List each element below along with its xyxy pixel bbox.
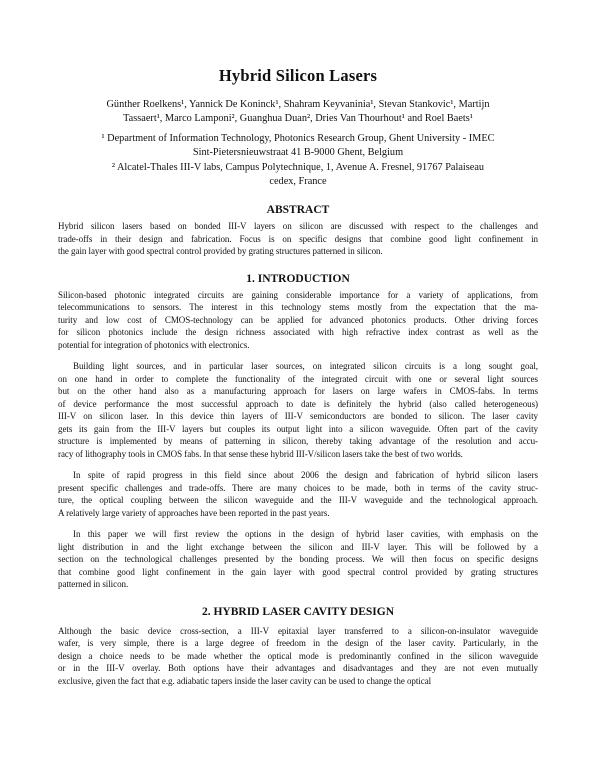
section-2-heading: 2. HYBRID LASER CAVITY DESIGN xyxy=(201,605,395,618)
text-line: the gain layer with good spectral control provided by grating structures patterned in silicon. xyxy=(58,246,383,257)
text-line: Building light sources, and in particular laser sources, on integrated silicon circuits is a long sought goal, xyxy=(73,361,538,372)
text-line: Silicon-based photonic integrated circuits are gaining considerable importance for a variety of applications, from xyxy=(58,289,538,300)
text-line: potential for integration of photonics with electronics. xyxy=(58,339,250,350)
text-line: Although the basic device cross-section, a III-V epitaxial layer transferred to a silicon-on-insulator waveguide xyxy=(58,625,538,636)
text-line: telecommunications to sensors. The interest in this technology stems mostly from the expectation that the ma- xyxy=(58,302,538,313)
text-line: gets its gain from the III-V layers but couples its output light into a silicon waveguide. Often part of the cavity xyxy=(58,423,538,434)
paragraph-cavity-design-1 xyxy=(58,625,538,688)
text-line: design a choice needs to be made whether the optical mode is predominantly confined in the silicon waveguide xyxy=(58,650,538,661)
text-line: but on the other hand also as a manufacturing approach for lasers on large wafers in CMOS-fabs. In terms xyxy=(58,386,538,397)
paragraph-intro-1 xyxy=(58,289,538,352)
text-line: ture, the optical coupling between the silicon waveguide and the III-V waveguide and the technological approach. xyxy=(58,495,538,506)
text-line: that combine good light confinement in the gain layer with good spectral control provided by grating structures xyxy=(58,566,538,577)
text-line: exclusive, given the fact that e.g. adiabatic tapers inside the laser cavity can be used to change the optical xyxy=(58,675,432,686)
text-line: A relatively large variety of approaches have been reported in the past years. xyxy=(58,507,330,518)
text-line: wafer, is very simple, there is a large degree of freedom in the design of the laser cavity. Particularly, in the xyxy=(58,638,538,649)
abstract-text xyxy=(58,220,538,258)
text-line: trade-offs in their design and fabrication. Focus is on specific designs that combine good light confinement in xyxy=(58,233,538,244)
text-line: Sint-Pietersnieuwstraat 41 B-9000 Ghent, Belgium xyxy=(192,147,404,159)
text-line: of device performance the most successful approach to date is definitely the hybrid (also called heterogeneous) xyxy=(58,398,538,409)
text-column xyxy=(58,0,538,687)
text-line: Günther Roelkens¹, Yannick De Koninck¹, Shahram Keyvaninia¹, Stevan Stankovic¹, Martijn xyxy=(106,99,490,110)
section-1-heading: 1. INTRODUCTION xyxy=(246,272,350,285)
text-line: light distribution in and the light exchange between the silicon and III-V layer. This will be followed by a xyxy=(58,541,538,552)
paragraph-intro-4 xyxy=(58,528,538,591)
paragraph-intro-2 xyxy=(58,360,538,460)
text-line: patterned in silicon. xyxy=(58,579,129,590)
text-line: racy of lithography tools in CMOS fabs. In that sense these hybrid III-V/silicon lasers take the best of two worlds. xyxy=(58,448,463,459)
text-line: present specific challenges and trade-offs. There are many choices to be made, both in terms of the cavity struc- xyxy=(58,482,538,493)
paragraph-intro-3 xyxy=(58,469,538,519)
text-line: or in the III-V overlay. Both options have their advantages and disadvantages and they are not even mutually xyxy=(58,663,538,674)
text-line: for silicon photonics include the design richness associated with high refractive index contrast as well as the xyxy=(58,327,538,338)
author-list xyxy=(58,98,538,126)
text-line: ² Alcatel-Thales III-V labs, Campus Polytechnique, 1, Avenue A. Fresnel, 91767 Palaiseau xyxy=(111,161,485,173)
text-line: structure is implemented by means of patterning in silicon, thereby taking advantage of the resolution and accu- xyxy=(58,436,538,447)
text-line: cedex, France xyxy=(269,175,327,187)
text-line: Hybrid silicon lasers based on bonded III-V layers on silicon are discussed with respect to the challenges and xyxy=(58,221,538,232)
text-line: III-V on silicon laser. In this device thin layers of III-V semiconductors are bonded to silicon. The laser cavity xyxy=(58,411,538,422)
affiliations xyxy=(58,132,538,189)
text-line: In spite of rapid progress in this field since about 2006 the design and fabrication of hybrid silicon lasers xyxy=(73,470,538,481)
text-line: turity and low cost of CMOS-technology can be applied for advanced photonics products. Other driving forces xyxy=(58,314,538,325)
text-line: on one hand in order to complete the functionality of the integrated circuit with one or several light sources xyxy=(58,373,538,384)
text-line: ¹ Department of Information Technology, Photonics Research Group, Ghent University - IMEC xyxy=(101,133,495,144)
paper-title: Hybrid Silicon Lasers xyxy=(218,66,378,85)
text-line: section on the technological challenges presented by the bonding process. We will then focus on specific designs xyxy=(58,554,538,565)
text-line: In this paper we will first review the options in the design of hybrid laser cavities, with emphasis on the xyxy=(73,529,538,540)
text-line: Tassaert¹, Marco Lamponi², Guanghua Duan², Dries Van Thourhout¹ and Roel Baets¹ xyxy=(123,113,473,124)
abstract-heading: ABSTRACT xyxy=(266,204,330,217)
